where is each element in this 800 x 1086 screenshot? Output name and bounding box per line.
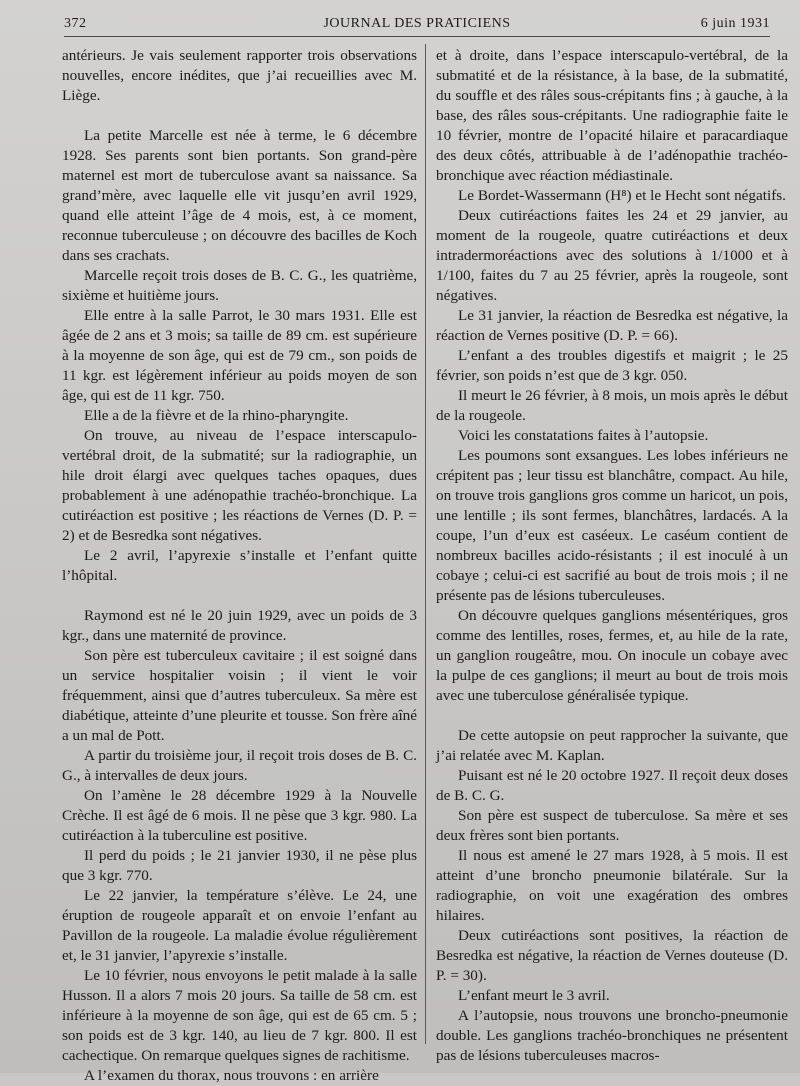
paragraph: Il nous est amené le 27 mars 1928, à 5 mois. Il est atteint d’une broncho pneumonie bilatérale. Sur la radiographie, on voit une exagération des ombres hilaires. <box>436 847 788 924</box>
paragraph: A l’examen du thorax, nous trouvons : en arrière <box>84 1067 379 1084</box>
paragraph: Puisant est né le 20 octobre 1927. Il reçoit deux doses de B. C. G. <box>436 767 788 804</box>
paragraph: La petite Marcelle est née à terme, le 6 décembre 1928. Ses parents sont bien portants. Son grand-père maternel est mort de tuberculose avant sa naissance. Sa grand’mère, avec laquelle elle vit jusqu’en avril 1929, quand elle atteint l’âge de 4 mois, est, à ce moment, reconnue tuberculeuse ; on découvre des bacilles de Koch dans ses crachats. <box>62 127 417 264</box>
paragraph: A partir du troisième jour, il reçoit trois doses de B. C. G., à intervalles de deux jours. <box>62 747 417 784</box>
issue-date: 6 juin 1931 <box>700 16 770 31</box>
paragraph: Deux cutiréactions sont positives, la réaction de Besredka est négative, la réaction de Vernes douteuse (D. P. = 30). <box>436 927 788 984</box>
paragraph: Son père est suspect de tuberculose. Sa mère et ses deux frères sont bien portants. <box>436 807 788 844</box>
paragraph: Le 22 janvier, la température s’élève. Le 24, une éruption de rougeole apparaît et on envoie l’enfant au Pavillon de la rougeole. La maladie évolue régulièrement et, le 31 janvier, l’apyrexie s’installe. <box>62 887 417 964</box>
running-header <box>64 14 770 37</box>
paragraph: Le 10 février, nous envoyons le petit malade à la salle Husson. Il a alors 7 mois 20 jours. Sa taille de 58 cm. est inférieure à la moyenne de son âge, qui est de 65 cm. 5 ; son poids est de 3 kgr. 140, au lieu de 7 kgr. 800. Il est cachectique. On remarque quelques signes de rachitisme. <box>62 967 417 1064</box>
paragraph: On trouve, au niveau de l’espace interscapulo-vertébral droit, de la submatité; sur la radiographie, un hile droit élargi avec quelques taches opaques, dues probablement à une adénopathie trachéo-bronchique. La cutiréaction est positive ; les réactions de Vernes (D. P. = 2) et de Besredka sont négatives. <box>62 427 417 544</box>
paragraph: L’enfant meurt le 3 avril. <box>458 987 610 1004</box>
paragraph: A l’autopsie, nous trouvons une broncho-pneumonie double. Les ganglions trachéo-bronchiques ne présentent pas de lésions tuberculeuses macros- <box>436 1007 788 1064</box>
paragraph: Le 2 avril, l’apyrexie s’installe et l’enfant quitte l’hôpital. <box>62 547 417 584</box>
column-divider <box>425 44 426 1044</box>
right-text-column <box>436 46 788 1066</box>
page-number: 372 <box>64 16 87 31</box>
paragraph: Le 31 janvier, la réaction de Besredka est négative, la réaction de Vernes positive (D. P. = 66). <box>436 307 788 344</box>
paragraph: Le Bordet-Wassermann (H⁸) et le Hecht sont négatifs. <box>458 187 786 204</box>
paragraph: Raymond est né le 20 juin 1929, avec un poids de 3 kgr., dans une maternité de province. <box>62 607 417 644</box>
paragraph: Elle entre à la salle Parrot, le 30 mars 1931. Elle est âgée de 2 ans et 3 mois; sa taille de 89 cm. est supérieure à la moyenne de son âge, qui est de 79 cm., son poids de 11 kgr. est légèrement inférieur au poids moyen de son âge, qui est de 11 kgr. 750. <box>62 307 417 404</box>
paragraph: De cette autopsie on peut rapprocher la suivante, que j’ai relatée avec M. Kaplan. <box>436 727 788 764</box>
paragraph: Marcelle reçoit trois doses de B. C. G., les quatrième, sixième et huitième jours. <box>62 267 417 304</box>
paragraph: Les poumons sont exsangues. Les lobes inférieurs ne crépitent pas ; leur tissu est blanchâtre, compact. Au hile, on trouve trois ganglions gros comme un haricot, un pois, une lentille ; ils sont fermes, blanchâtres, lardacés. A la coupe, l’un d’eux est caséeux. Le caséum contient de nombreux bacilles acido-résistants ; il est inoculé à un cobaye ; celui-ci est sacrifié au bout de trois mois ; il ne présente pas de lésions tuberculeuses. <box>436 447 788 604</box>
paragraph: Il meurt le 26 février, à 8 mois, un mois après le début de la rougeole. <box>436 387 788 424</box>
paragraph: et à droite, dans l’espace interscapulo-vertébral, de la submatité et de la résistance, à la base, de la submatité, du souffle et des râles sous-crépitants fins ; à gauche, à la base, des râles sous-crépitants. Une radiographie faite le 10 février, montre de l’opacité hilaire et paracardiaque des deux côtés, attribuable à de l’adénopathie trachéo-bronchique avec réaction médiastinale. <box>436 47 788 184</box>
paragraph: Elle a de la fièvre et de la rhino-pharyngite. <box>84 407 349 424</box>
paragraph: Il perd du poids ; le 21 janvier 1930, il ne pèse plus que 3 kgr. 770. <box>62 847 417 884</box>
paragraph: Son père est tuberculeux cavitaire ; il est soigné dans un service hospitalier voisin ; il vient le voir fréquemment, ainsi que d’autres tuberculeux. Sa mère est diabétique, atteinte d’une pleurite et tousse. Son frère aîné a un mal de Pott. <box>62 647 417 744</box>
journal-title: JOURNAL DES PRATICIENS <box>323 16 511 31</box>
paragraph: Voici les constatations faites à l’autopsie. <box>458 427 709 444</box>
paragraph: antérieurs. Je vais seulement rapporter trois observations nouvelles, encore inédites, que j’ai recueillies avec M. Liège. <box>62 47 417 104</box>
paragraph: L’enfant a des troubles digestifs et maigrit ; le 25 février, son poids n’est que de 3 kgr. 050. <box>436 347 788 384</box>
paragraph: On l’amène le 28 décembre 1929 à la Nouvelle Crèche. Il est âgé de 6 mois. Il ne pèse que 3 kgr. 980. La cutiréaction à la tuberculine est positive. <box>62 787 417 844</box>
left-text-column <box>62 46 417 1086</box>
paragraph: On découvre quelques ganglions mésentériques, gros comme des lentilles, roses, fermes, et, au hile de la rate, un ganglion rougeâtre, mou. On inocule un cobaye avec la pulpe de ces ganglions; il meurt au bout de trois mois avec une tuberculose généralisée typique. <box>436 607 788 704</box>
paragraph: Deux cutiréactions faites les 24 et 29 janvier, au moment de la rougeole, quatre cutiréactions et deux intradermoréactions avec des solutions à 1/1000 et à 1/100, faites du 7 au 25 février, après la rougeole, sont négatives. <box>436 207 788 304</box>
